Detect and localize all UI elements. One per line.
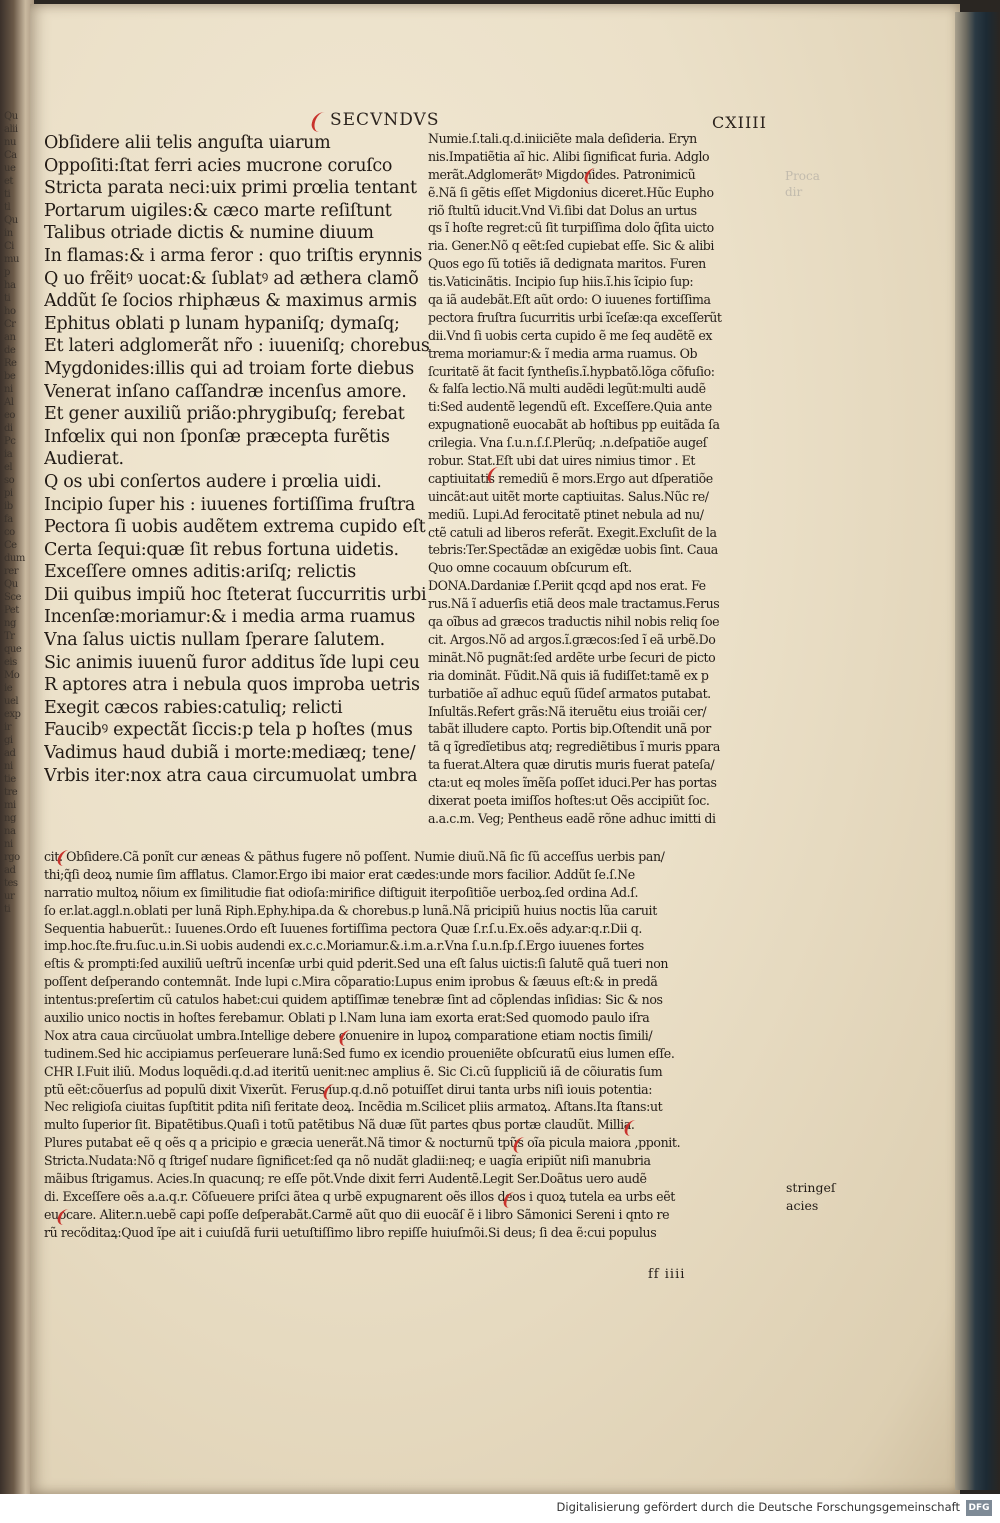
folio-number: CXIIII [712,113,767,132]
commentary-line: CHR I.Fuit iliũ. Modus loquẽdi.q.d.ad iteritũ uenit:nec amplius ẽ. Sic Ci.cũ ſuppliciũ iã de cõiuratis ſum [44,1063,663,1079]
commentary-line: thi;q̃ſi deoꝝ numie ſim afflatus. Clamor.Ergo ibi maior erat cædes:unde mors facilior. Addũt ſe.ſ.Ne [44,866,635,882]
facing-page-line: Ca [4,150,17,161]
verse-line: Addũt ſe ſocios rhiphæus & maximus armis [44,291,417,312]
facing-page-line: mi [4,800,16,811]
commentary-line: Inſultãs.Refert grãs:Nã iteruẽtu eius troiãi cer/ [428,703,707,719]
facing-page-line: Ci [4,241,14,252]
verse-line: Exegit cæcos rabies:catuliq; relicti [44,697,343,718]
facing-page-line: gi [4,735,13,746]
commentary-line: uincãt:aut uitẽt morte captiuitas. Salus.Nũc re/ [428,488,709,504]
commentary-line: Sequentia habuerũt.: Iuuenes.Ordo eſt Iuuenes fortiſſima pectora Quæ ſ.r.ſ.u.Ex.oẽs ady.ar:q.r.Dii q. [44,920,642,936]
commentary-line: ptũ eẽt:cõuerſus ad populũ dixit Vixerũt. Ferus iup.q.d.nõ potuiſſet dirui tanta urbs niſi iouis potentia: [44,1081,653,1097]
verse-line: In flamas:& i arma feror : quo triſtis erynnis [44,245,423,266]
commentary-line: Quos ego ſũ totiẽs iã dedignata maritos. Furen [428,256,706,272]
facing-page-line: nu [4,137,16,148]
facing-page-line: et [4,176,13,187]
facing-page-line: tl [4,202,11,213]
commentary-line: tudinem.Sed hic accipiamus perſeuerare lunã:Sed fumo ex icendio proueniẽte obſcuratũ eius lumen eſſe. [44,1045,675,1061]
verse-line: Sic animis iuuenũ furor additus ĩde lupi ceu [44,652,420,673]
facing-page-line: ng [4,618,16,629]
verse-line: Obſidere alii telis anguſta uiarum [44,133,331,153]
facing-page-line: in [4,228,13,239]
facing-page-line: de [4,345,16,356]
facing-page-line: Al [4,397,14,408]
commentary-line: ria dominãt. Fũdit.Nã quis iã fudiſſet:tamẽ ex p [428,667,709,683]
commentary-line: auxilio unico noctis in hoſtes ferebamur. Oblati p l.Nam luna iam exorta erat:Sed quomodo paulo iſra [44,1010,650,1026]
commentary-line: rus.Nã ĩ aduerſis etiã deos male tractamus.Ferus [428,596,720,612]
verse-text [44,132,444,787]
facing-page-line: Tr [4,631,15,642]
verse-line: Infœlix qui non ſponſæ præcepta furẽtis [44,426,390,447]
show-through-line: Proca [785,169,820,183]
verse-line: Talibus otriade dictis & numine diuum [44,223,374,244]
commentary-line: Nox atra caua circũuolat umbra.Intellige debere conuenire in lupoꝝ comparatione etiam noctis ſimili/ [44,1027,653,1043]
verse-line: Et gener auxiliũ prião:phrygibuſq; ferebat [44,404,405,425]
commentary-line: ſcuritatẽ ãt facit ſyntheſis.ĩ.hypbatõ.lõga cõfuſio: [428,363,715,379]
verse-line: Oppoſiti:ſtat ferri acies mucrone coruſco [44,155,393,176]
facing-page-line: tes [4,878,18,889]
commentary-line: dii.Vnd ſi uobis certa cupido ẽ me ſeq audẽtẽ ex [428,327,712,343]
commentary-line: turbatiõe aĩ adhuc equũ ſũdeſ armatos putabat. [428,685,711,701]
commentary-line: DONA.Dardaniæ ſ.Periit qcqd apd nos erat. Fe [428,578,706,594]
commentary-line: qa oĩbus ad græcos traductis nihil nobis reliq ſoe [428,614,720,630]
facing-page-line: ad [4,748,16,759]
commentary-line: cta:ut eq moles ĩmẽſa poſſet iduci.Per has portas [428,775,717,791]
commentary-line: ſo er.lat.aggl.n.oblati per lunã Riph.Ephy.hipa.da & chorebus.p lunã.Nã pricipiũ huius noctis lũa caruit [44,902,657,918]
facing-page-line: Qu [4,215,18,226]
verse-line: Mygdonides:illis qui ad troiam forte diebus [44,358,414,379]
facing-page-line: ie [4,683,13,694]
commentary-line: mediũ. Lupi.Ad ferocitatẽ ptinet nebula ad nu/ [428,506,704,522]
commentary-line: ẽ.Nã ſi gẽtis eſſet Migdonius diceret.Hũc Eupho [428,184,714,200]
commentary-line: cit. Argos.Nõ ad argos.ĩ.græcos:ſed ĩ eã urbẽ.Do [428,631,716,647]
commentary-line: poſſent deſperando contemnãt. Inde lupi c.Mira cõparatio:Lupus enim iprobus & ſæuus eſt:& in predã [44,974,658,990]
facing-page-line: Cr [4,319,16,330]
commentary-line: Nec religioſa ciuitas ſupſtitit pdita niſi feritate deoꝝ. Incẽdia m.Scilicet pliis armatoꝝ. Aſtans.Ita ſtans:ut [44,1099,663,1115]
commentary-line: narratio multoꝝ nõium ex ſimilitudie fiat odioſa:mirifice diſtiguit iterpoſitiõe uerboꝝ.ſed ordina Ad.ſ. [44,884,639,900]
verse-line: Ephitus oblati p lunam hypaniſq; dymaſq; [44,313,400,334]
commentary-line: multo ſuperior ſit. Bipatẽtibus.Quaſi i totũ patẽtibus Nã duæ ſũt partes qbus portæ claudũt. Millia. [44,1117,635,1133]
facing-page-line: eo [4,410,15,421]
facing-page-line: alii [4,124,18,135]
commentary-line: expugnationẽ euocabãt ab hoſtibus pp euitãda ſa [428,417,720,433]
facing-page-line: ti [4,904,11,915]
commentary-line: ti:Sed audentẽ legendũ eſt. Exceſſere.Quia ante [428,399,712,415]
facing-page-line: Qu [4,111,18,122]
commentary-line: dixerat poeta imiſſos hoſtes:ut Oẽs accipiũt ſoc. [428,792,710,808]
facing-page-line: ni [4,384,13,395]
facing-page-line: uel [4,696,19,707]
commentary-line: cit. Obſidere.Cã ponĩt cur æneas & pãthus fugere nõ poſſent. Numie diuũ.Nã ſic ſũ acceſſus uerbis pan/ [44,849,665,864]
verse-line: Pectora ſi uobis audẽtem extrema cupido eſt [44,517,426,538]
facing-page-line: exp [4,709,21,720]
commentary-line: tis.Vaticinãtis. Incipio ſup hiis.ĩ.his ĩcipio ſup: [428,274,694,290]
commentary-line: tã q ĩgredĩetibus atq; regrediẽtibus ĩ muris ppara [428,739,720,755]
commentary-line: Stricta.Nudata:Nõ q ſtrigeſ nudare ſignificet:ſed qa nõ nudãt gladii:neq; e uagĩa eripiũt niſi manubria [44,1153,651,1169]
facing-page-line: Re [4,358,17,369]
commentary-line: Quo omne cocauum obſcurum eſt. [428,560,632,576]
facing-page-line: ha [4,280,16,291]
facing-page-line: ho [4,306,16,317]
facing-page-line: dum [4,553,25,564]
verse-line: Et lateri adglomerãt nr̃o : iuueniſq; chorebus [44,336,430,357]
verse-line: Certa ſequi:quæ ſit rebus fortuna uidetis. [44,539,399,560]
verse-line: Faucibꝰ expectãt ſiccis:p tela p hoſtes (mus [44,720,413,741]
verse-line: Vna ſalus uictis nullam ſperare ſalutem. [44,630,385,651]
margin-note-line: acies [786,1198,819,1213]
facing-page-line: rgo [4,852,20,863]
commentary-line: qs ĩ hoſte regret:cũ ſit turpiſſima dolo q̃ſita uicto [428,220,714,236]
commentary-line: a.a.c.m. Veg; Pentheus eadẽ rõne adhuc imitti di [428,810,716,826]
verse-line: Incenſæ:moriamur:& i media arma ruamus [44,607,416,628]
facing-page-line: el [4,462,13,473]
facing-page-line: Sce [4,592,21,603]
commentary-line: captiuitatis remediũ ẽ mors.Ergo aut dſperatiõe [428,470,713,486]
facing-page-line: rer [4,566,18,577]
show-through-line: dir [785,185,803,199]
commentary-line: trema moriamur:& ĩ media arma ruamus. Ob [428,345,698,361]
facing-page-line: pi [4,488,13,499]
verse-line: Vrbis iter:nox atra caua circumuolat umbra [44,765,418,786]
facing-page-line: ad [4,865,16,876]
commentary-line: Plures putabat eẽ q oẽs q a pricipio e græcia uenerãt.Nã timor & nocturnũ tpũs oĩa picula maiora ,pponit. [44,1135,681,1151]
facing-page-line: ti [4,189,11,200]
facing-page-line: fa [4,514,13,525]
commentary-line: robur. Stat.Eſt ubi dat uires nimius timor . Et [428,453,695,469]
commentary-line: mãibus ſtrigamus. Acies.In quacunq; re eſſe põt.Vnde dixit ferri Audentẽ.Legit Ser.Doãtus uero audẽ [44,1171,647,1187]
commentary-line: euocare. Aliter.n.uebẽ capi poſſe deſperabãt.Carmẽ aũt quo dii euocãſ ẽ i libro Sãmonici Sereni i qnto re [44,1206,670,1222]
verse-line: Portarum uigiles:& cæco marte reſiſtunt [44,200,392,221]
right-book-edge [955,12,1000,1490]
facing-page-line: an [4,332,16,343]
facing-page-line: so [4,475,15,486]
verse-line: Q os ubi conſertos audere i prœlia uidi. [44,471,382,492]
commentary-line: ta fuerat.Altera quæ dirutis muris fuerat pateſa/ [428,757,715,773]
facing-page-line: Pet [4,605,19,616]
commentary-line: intentus:preſertim cũ catulos habet:cui quidem aptiſſimæ tenebræ ſint ad cõplendas inſidias: Sic & nos [44,992,663,1008]
commentary-line: crilegia. Vna ſ.u.n.ſ.ſ.Plerũq; .n.deſpatiõe augeſ [428,435,707,451]
margin-note-line: stringeſ [786,1180,836,1195]
verse-line: Q uo frẽitꝰ uocat:& ſublatꝰ ad æthera clamõ [44,268,419,289]
facing-page-sliver [4,110,26,1290]
facing-page-line: ni [4,839,13,850]
commentary-line: rũ recõditaꝝ:Quod ĩpe ait i cuiuſdã furii uetuſtiſſimo libro repiſſe huiuſmõi.Si deus; ſi dea ẽ:cui populus [44,1224,657,1240]
facing-page-line: na [4,826,16,837]
running-head: SECVNDVS [330,110,440,130]
facing-page-line: eis [4,657,17,668]
facing-page-line: ni [4,761,13,772]
verse-line: R aptores atra i nebula quos improba uetris [44,675,420,696]
facing-page-line: Ce [4,540,17,551]
facing-page-line: tre [4,787,18,798]
facing-page-line: ib [4,501,13,512]
commentary-line: minãt.Nõ pugnãt:ſed ardẽte urbe ſecuri de picto [428,649,716,665]
commentary-full-width [44,848,784,1242]
facing-page-line: mu [4,254,19,265]
show-through-text [785,168,820,200]
facing-page-line: ia [4,449,13,460]
verse-line: Venerat inſano caſſandræ incenſus amore. [44,381,407,402]
verse-line: Vadimus haud dubiã i morte:mediæq; tene/ [44,743,416,764]
facing-page-line: be [4,371,16,382]
facing-page-line: p [4,267,10,278]
facing-page-line: di [4,423,13,434]
commentary-line: Numie.ſ.tali.q.d.iniiciẽte mala deſideria. Eryn [428,131,697,146]
footer-bar [0,1494,1000,1523]
commentary-line: qa iã audebãt.Eſt aũt ordo: O iuuenes fortiſſima [428,292,711,308]
commentary-line: imp.hoc.ſte.fru.ſuc.u.in.Si uobis audendi ex.c.c.Moriamur.&.i.m.a.r.Vna ſ.u.n.ſp.ſ.Ergo iuuenes fortes [44,938,644,954]
commentary-line: eſtis & prompti:ſed auxiliũ ueſtrũ incenſæ urbi quid pderit.Sed una eſt ſalus uictis:ſi ſalutẽ quã tueri non [44,956,669,972]
verse-line: Incipio ſuper his : iuuenes fortiſſima fruſtra [44,494,416,515]
commentary-line: merãt.Adglomerãtꝰ Migdonides. Patronimicũ [428,166,696,182]
commentary-line: riõ ſtultũ iducit.Vnd Vi.ſibi dat Dolus an urtus [428,202,697,218]
facing-page-line: Qu [4,579,18,590]
margin-note [786,1179,836,1215]
commentary-line: di. Exceſſere oẽs a.a.q.r. Cõſueuere priſci ãtea q urbẽ expugnarent oẽs illos deos i quoꝝ tutela ea urbs eẽt [44,1188,675,1204]
facing-page-line: Mo [4,670,20,681]
footer-credit: Digitalisierung gefördert durch die Deutsche Forschungsgemeinschaft [556,1500,960,1514]
facing-page-line: ue [4,163,16,174]
signature-mark: ff iiii [648,1267,686,1282]
verse-line: Exceſſere omnes aditis:ariſq; relictis [44,562,356,583]
dfg-logo: DFG [966,1500,992,1516]
commentary-right-column [428,130,778,828]
verse-line: Stricta parata neci:uix primi prœlia tentant [44,178,417,199]
facing-page-line: tie [4,774,16,785]
commentary-line: tebris:Ter.Spectãdæ an exigẽdæ uobis ſint. Caua [428,542,718,558]
verse-line: Audierat. [44,449,124,470]
facing-page-line: co [4,527,15,538]
commentary-line: ria. Gener.Nõ q eẽt:ſed cupiebat eſſe. Sic & alibi [428,238,714,254]
facing-page-line: ir [4,722,11,733]
commentary-line: tabãt illudere capto. Portis bip.Oſtendit unã por [428,721,711,737]
commentary-line: & falſa lectio.Nã multi audẽdi legũt:multi audẽ [428,381,706,397]
verse-line: Dii quibus impiũ hoc ſteterat ſuccurritis urbi [44,584,427,605]
commentary-line: ctẽ catuli ad liberos referãt. Exegit.Excluſit de la [428,524,717,540]
facing-page-line: Pc [4,436,16,447]
facing-page-line: ti [4,293,11,304]
facing-page-line: ng [4,813,16,824]
commentary-line: nis.Impatiẽtia aĩ hic. Alibi ſignificat furia. Adglo [428,148,710,164]
commentary-line: pectora fruſtra ſucurritis urbi ĩceſæ:qa exceſſerũt [428,309,722,325]
facing-page-line: que [4,644,22,655]
facing-page-line: ur [4,891,15,902]
